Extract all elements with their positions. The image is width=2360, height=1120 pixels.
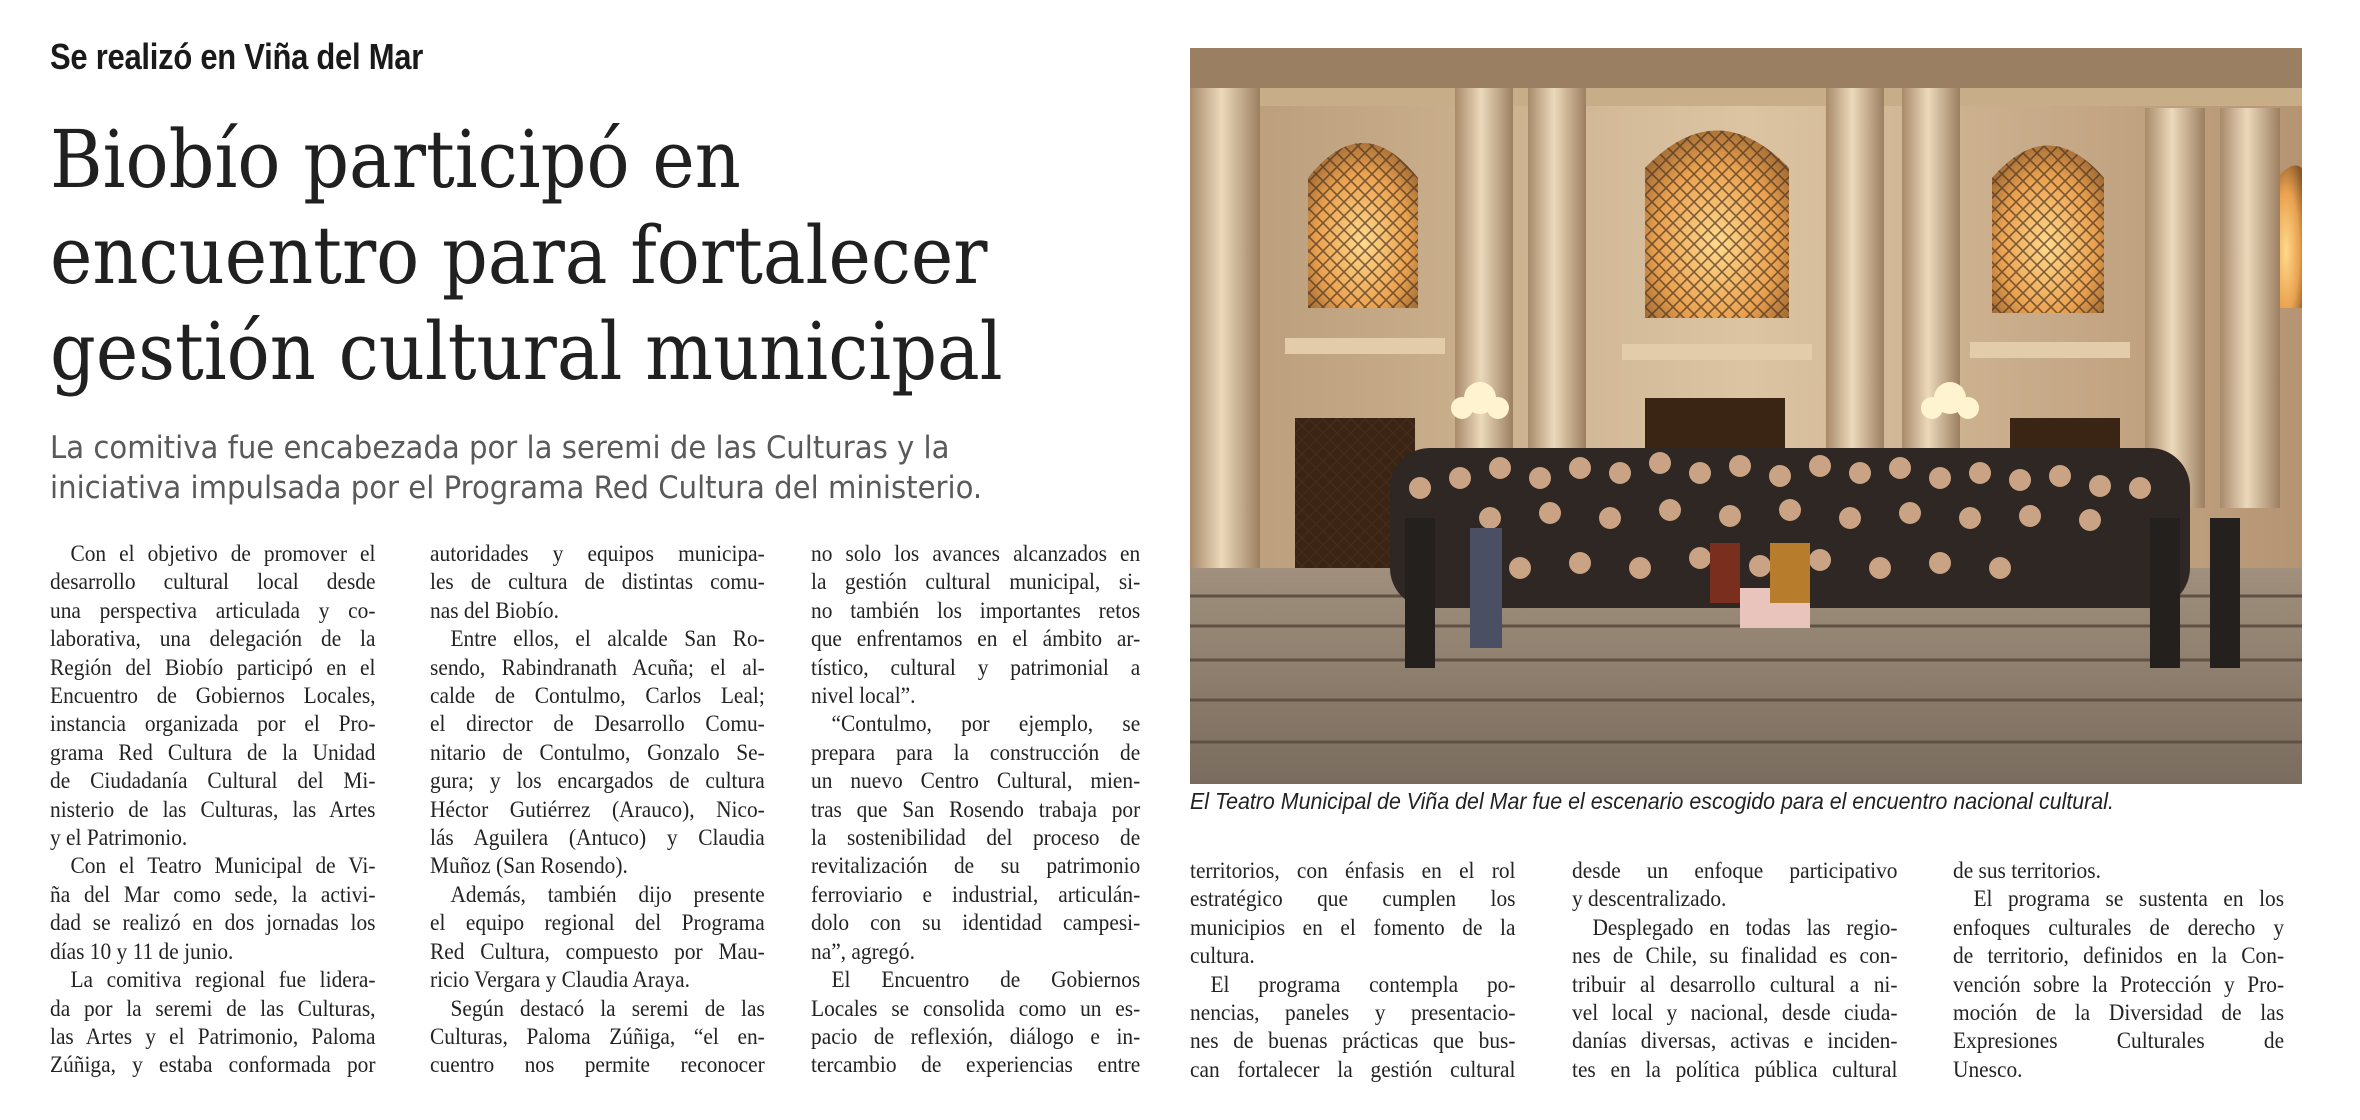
body-text-line: can fortalecer la gestión cultural — [1190, 1056, 1516, 1082]
body-text-line: nitario de Contulmo, Gonzalo Se- — [430, 739, 765, 765]
body-text-line: Red Cultura, compuesto por Mau- — [430, 938, 765, 964]
body-column-1 — [50, 540, 376, 1080]
deck-line: iniciativa impulsada por el Programa Red Cultura del ministerio. — [50, 470, 983, 506]
body-text-line: de sus territorios. — [1953, 858, 2101, 883]
body-text-line: ferroviario e industrial, articulán- — [811, 881, 1141, 907]
body-text-line: Expresiones Culturales de — [1953, 1028, 2285, 1054]
body-text-line: enfoques culturales de derecho y — [1953, 914, 2285, 940]
body-text-line: revitalización de su patrimonio — [811, 853, 1141, 879]
body-text-line: de territorio, definidos en la Con- — [1953, 943, 2285, 969]
body-text-line: nisterio de las Culturas, las Artes — [50, 796, 376, 822]
body-text-line: cuentro nos permite reconocer — [430, 1052, 765, 1078]
body-text-line: da por la seremi de las Culturas, — [50, 995, 376, 1021]
body-text-line: nivel local”. — [811, 683, 916, 709]
body-column-5 — [1572, 857, 1898, 1084]
body-text-line: tras que San Rosendo trabaja por — [811, 796, 1141, 822]
body-text-line: “Contulmo, por ejemplo, se — [831, 711, 1141, 737]
body-text-line: lás Aguilera (Antuco) y Claudia — [430, 825, 765, 851]
body-text-line: gura; y los encargados de cultura — [430, 768, 765, 794]
body-text-line: un nuevo Centro Cultural, mien- — [811, 768, 1141, 794]
headline-line: encuentro para fortalecer — [50, 209, 988, 302]
body-text-line: tribuir al desarrollo cultural a ni- — [1572, 971, 1898, 997]
body-text-line: Según destacó la seremi de las — [450, 995, 765, 1021]
body-text-line: Culturas, Paloma Zúñiga, “el en- — [430, 1023, 765, 1049]
deck-line: La comitiva fue encabezada por la seremi de las Culturas y la — [50, 430, 950, 466]
body-column-3 — [811, 540, 1140, 1080]
body-text-line: nas del Biobío. — [430, 597, 559, 623]
body-text-line: vención sobre la Protección y Pro- — [1953, 971, 2285, 997]
body-text-line: Entre ellos, el alcalde San Ro- — [450, 626, 765, 652]
body-text-line: Con el objetivo de promover el — [70, 541, 376, 566]
body-text-line: que enfrentamos en el ámbito ar- — [811, 626, 1141, 652]
body-text-line: La comitiva regional fue lidera- — [70, 967, 376, 993]
body-text-line: Zúñiga, y estaba conformada por — [50, 1052, 376, 1078]
body-text-line: Además, también dijo presente — [450, 881, 765, 907]
body-text-line: El programa se sustenta en los — [1973, 886, 2285, 912]
body-text-line: El Encuentro de Gobiernos — [831, 967, 1141, 993]
body-text-line: no también los importantes retos — [811, 597, 1141, 623]
theater-group-photo — [1190, 48, 2302, 784]
body-text-line: municipios en el fomento de la — [1190, 914, 1516, 940]
body-text-line: de Ciudadanía Cultural del Mi- — [50, 768, 376, 794]
headline-line: gestión cultural municipal — [50, 305, 1003, 398]
kicker: Se realizó en Viña del Mar — [50, 36, 423, 77]
body-text-line: Unesco. — [1953, 1056, 2023, 1082]
body-text-line: una perspectiva articulada y co- — [50, 597, 376, 623]
body-text-line: tístico, cultural y patrimonial a — [811, 654, 1141, 680]
body-column-6 — [1953, 857, 2284, 1084]
body-text-line: moción de la Diversidad de las — [1953, 1000, 2285, 1026]
photo-illustration — [1190, 48, 2302, 784]
body-text-line: grama Red Cultura de la Unidad — [50, 739, 376, 765]
body-text-line: territorios, con énfasis en el rol — [1190, 858, 1516, 883]
body-text-line: Con el Teatro Municipal de Vi- — [70, 853, 376, 879]
body-text-line: desde un enfoque participativo — [1572, 858, 1898, 883]
body-text-line: cultura. — [1190, 943, 1255, 969]
body-text-line: no solo los avances alcanzados en — [811, 541, 1141, 566]
photo-caption: El Teatro Municipal de Viña del Mar fue el escenario escogido para el encuentro nacional cultural. — [1190, 788, 2114, 814]
body-text-line: Muñoz (San Rosendo). — [430, 853, 628, 879]
body-column-4 — [1190, 857, 1516, 1084]
body-text-line: laborativa, una delegación de la — [50, 626, 376, 652]
body-text-line: tercambio de experiencias entre — [811, 1052, 1141, 1078]
body-text-line: la gestión cultural municipal, si- — [811, 569, 1141, 595]
body-text-line: dad se realizó en dos jornadas los — [50, 910, 376, 936]
body-text-line: la sostenibilidad del proceso de — [811, 825, 1141, 851]
body-text-line: ña del Mar como sede, la activi- — [50, 881, 376, 907]
body-text-line: el equipo regional del Programa — [430, 910, 765, 936]
body-text-line: les de cultura de distintas comu- — [430, 569, 765, 595]
headline — [50, 112, 1052, 400]
body-text-line: danías diversas, activas e inciden- — [1572, 1028, 1898, 1054]
body-text-line: sendo, Rabindranath Acuña; el al- — [430, 654, 765, 680]
body-text-line: Encuentro de Gobiernos Locales, — [50, 683, 376, 709]
body-text-line: Héctor Gutiérrez (Arauco), Nico- — [430, 796, 765, 822]
body-text-line: vel local y nacional, desde ciuda- — [1572, 1000, 1898, 1026]
body-text-line: y el Patrimonio. — [50, 825, 188, 851]
body-text-line: prepara para la construcción de — [811, 739, 1141, 765]
body-text-line: nes de Chile, su finalidad es con- — [1572, 943, 1898, 969]
body-text-line: El programa contempla po- — [1210, 971, 1516, 997]
body-text-line: instancia organizada por el Pro- — [50, 711, 376, 737]
body-text-line: Desplegado en todas las regio- — [1592, 914, 1898, 940]
body-text-line: ricio Vergara y Claudia Araya. — [430, 967, 690, 993]
body-text-line: desarrollo cultural local desde — [50, 569, 376, 595]
body-text-line: días 10 y 11 de junio. — [50, 938, 234, 964]
deck — [50, 428, 1159, 508]
body-text-line: pacio de reflexión, diálogo e in- — [811, 1023, 1141, 1049]
body-text-line: nencias, paneles y presentacio- — [1190, 1000, 1516, 1026]
body-text-line: na”, agregó. — [811, 938, 915, 964]
body-text-line: el director de Desarrollo Comu- — [430, 711, 765, 737]
body-text-line: estratégico que cumplen los — [1190, 886, 1516, 912]
body-text-line: dolo con su identidad campesi- — [811, 910, 1141, 936]
body-text-line: Locales se consolida como un es- — [811, 995, 1141, 1021]
body-text-line: Región del Biobío participó en el — [50, 654, 376, 680]
body-text-line: y descentralizado. — [1572, 886, 1727, 912]
body-text-line: las Artes y el Patrimonio, Paloma — [50, 1023, 376, 1049]
body-text-line: calde de Contulmo, Carlos Leal; — [430, 683, 765, 709]
body-text-line: tes en la política pública cultural — [1572, 1056, 1898, 1082]
headline-line: Biobío participó en — [50, 113, 741, 206]
body-text-line: autoridades y equipos municipa- — [430, 541, 765, 566]
body-column-2 — [430, 540, 765, 1080]
body-text-line: nes de buenas prácticas que bus- — [1190, 1028, 1516, 1054]
